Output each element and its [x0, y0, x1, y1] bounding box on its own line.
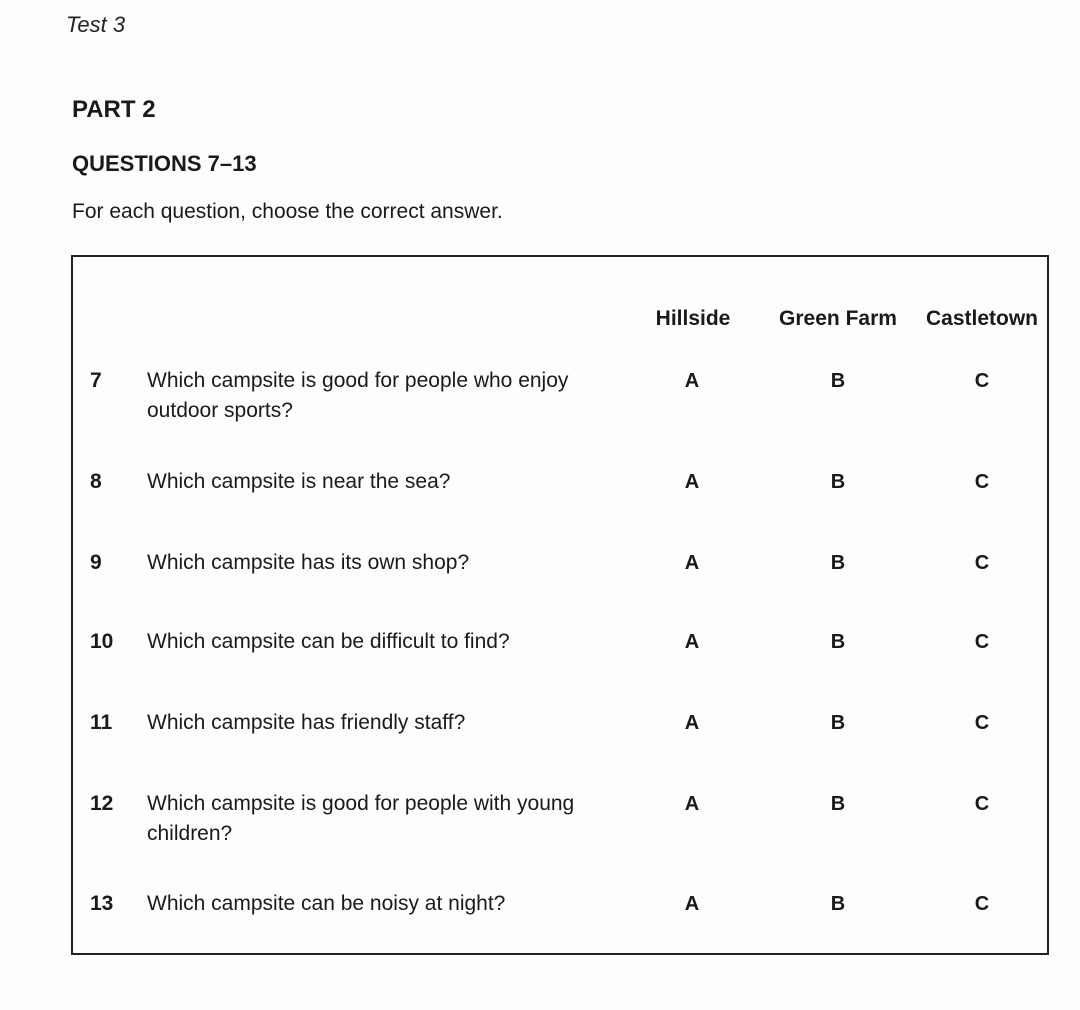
- column-header-green-farm: Green Farm: [779, 307, 897, 330]
- option-c[interactable]: C: [974, 712, 990, 734]
- questions-title: QUESTIONS 7–13: [72, 151, 257, 176]
- question-number: 8: [90, 470, 102, 493]
- option-a[interactable]: A: [684, 631, 700, 653]
- question-text: Which campsite can be difficult to find?: [147, 630, 510, 653]
- option-b[interactable]: B: [830, 793, 846, 815]
- option-a[interactable]: A: [684, 712, 700, 734]
- option-a[interactable]: A: [684, 893, 700, 915]
- option-c[interactable]: C: [974, 793, 990, 815]
- question-text: Which campsite can be noisy at night?: [147, 892, 506, 915]
- page-header: Test 3: [66, 12, 126, 37]
- question-number: 12: [90, 792, 114, 815]
- option-c[interactable]: C: [974, 471, 990, 493]
- option-c[interactable]: C: [974, 631, 990, 653]
- question-number: 10: [90, 630, 114, 653]
- question-text: Which campsite is good for people with young children?: [147, 792, 575, 845]
- question-text: Which campsite is good for people who enjoy outdoor sports?: [147, 369, 569, 422]
- option-c[interactable]: C: [974, 893, 990, 915]
- question-number: 11: [90, 711, 113, 734]
- question-number: 7: [90, 369, 102, 392]
- option-c[interactable]: C: [974, 370, 990, 392]
- question-box: [71, 255, 1049, 955]
- option-b[interactable]: B: [830, 370, 846, 392]
- option-c[interactable]: C: [974, 552, 990, 574]
- column-header-castletown: Castletown: [925, 307, 1039, 330]
- question-text: Which campsite is near the sea?: [147, 470, 451, 493]
- option-b[interactable]: B: [830, 893, 846, 915]
- option-b[interactable]: B: [830, 471, 846, 493]
- option-b[interactable]: B: [830, 631, 846, 653]
- question-number: 13: [90, 892, 114, 915]
- part-title: PART 2: [72, 96, 156, 123]
- option-a[interactable]: A: [684, 370, 700, 392]
- instructions: For each question, choose the correct answer.: [72, 200, 503, 223]
- option-a[interactable]: A: [684, 793, 700, 815]
- option-a[interactable]: A: [684, 552, 700, 574]
- question-text: Which campsite has friendly staff?: [147, 711, 466, 734]
- option-a[interactable]: A: [684, 471, 700, 493]
- column-header-hillside: Hillside: [655, 307, 731, 330]
- option-b[interactable]: B: [830, 552, 846, 574]
- question-text: Which campsite has its own shop?: [147, 551, 470, 574]
- option-b[interactable]: B: [830, 712, 846, 734]
- question-number: 9: [90, 551, 102, 574]
